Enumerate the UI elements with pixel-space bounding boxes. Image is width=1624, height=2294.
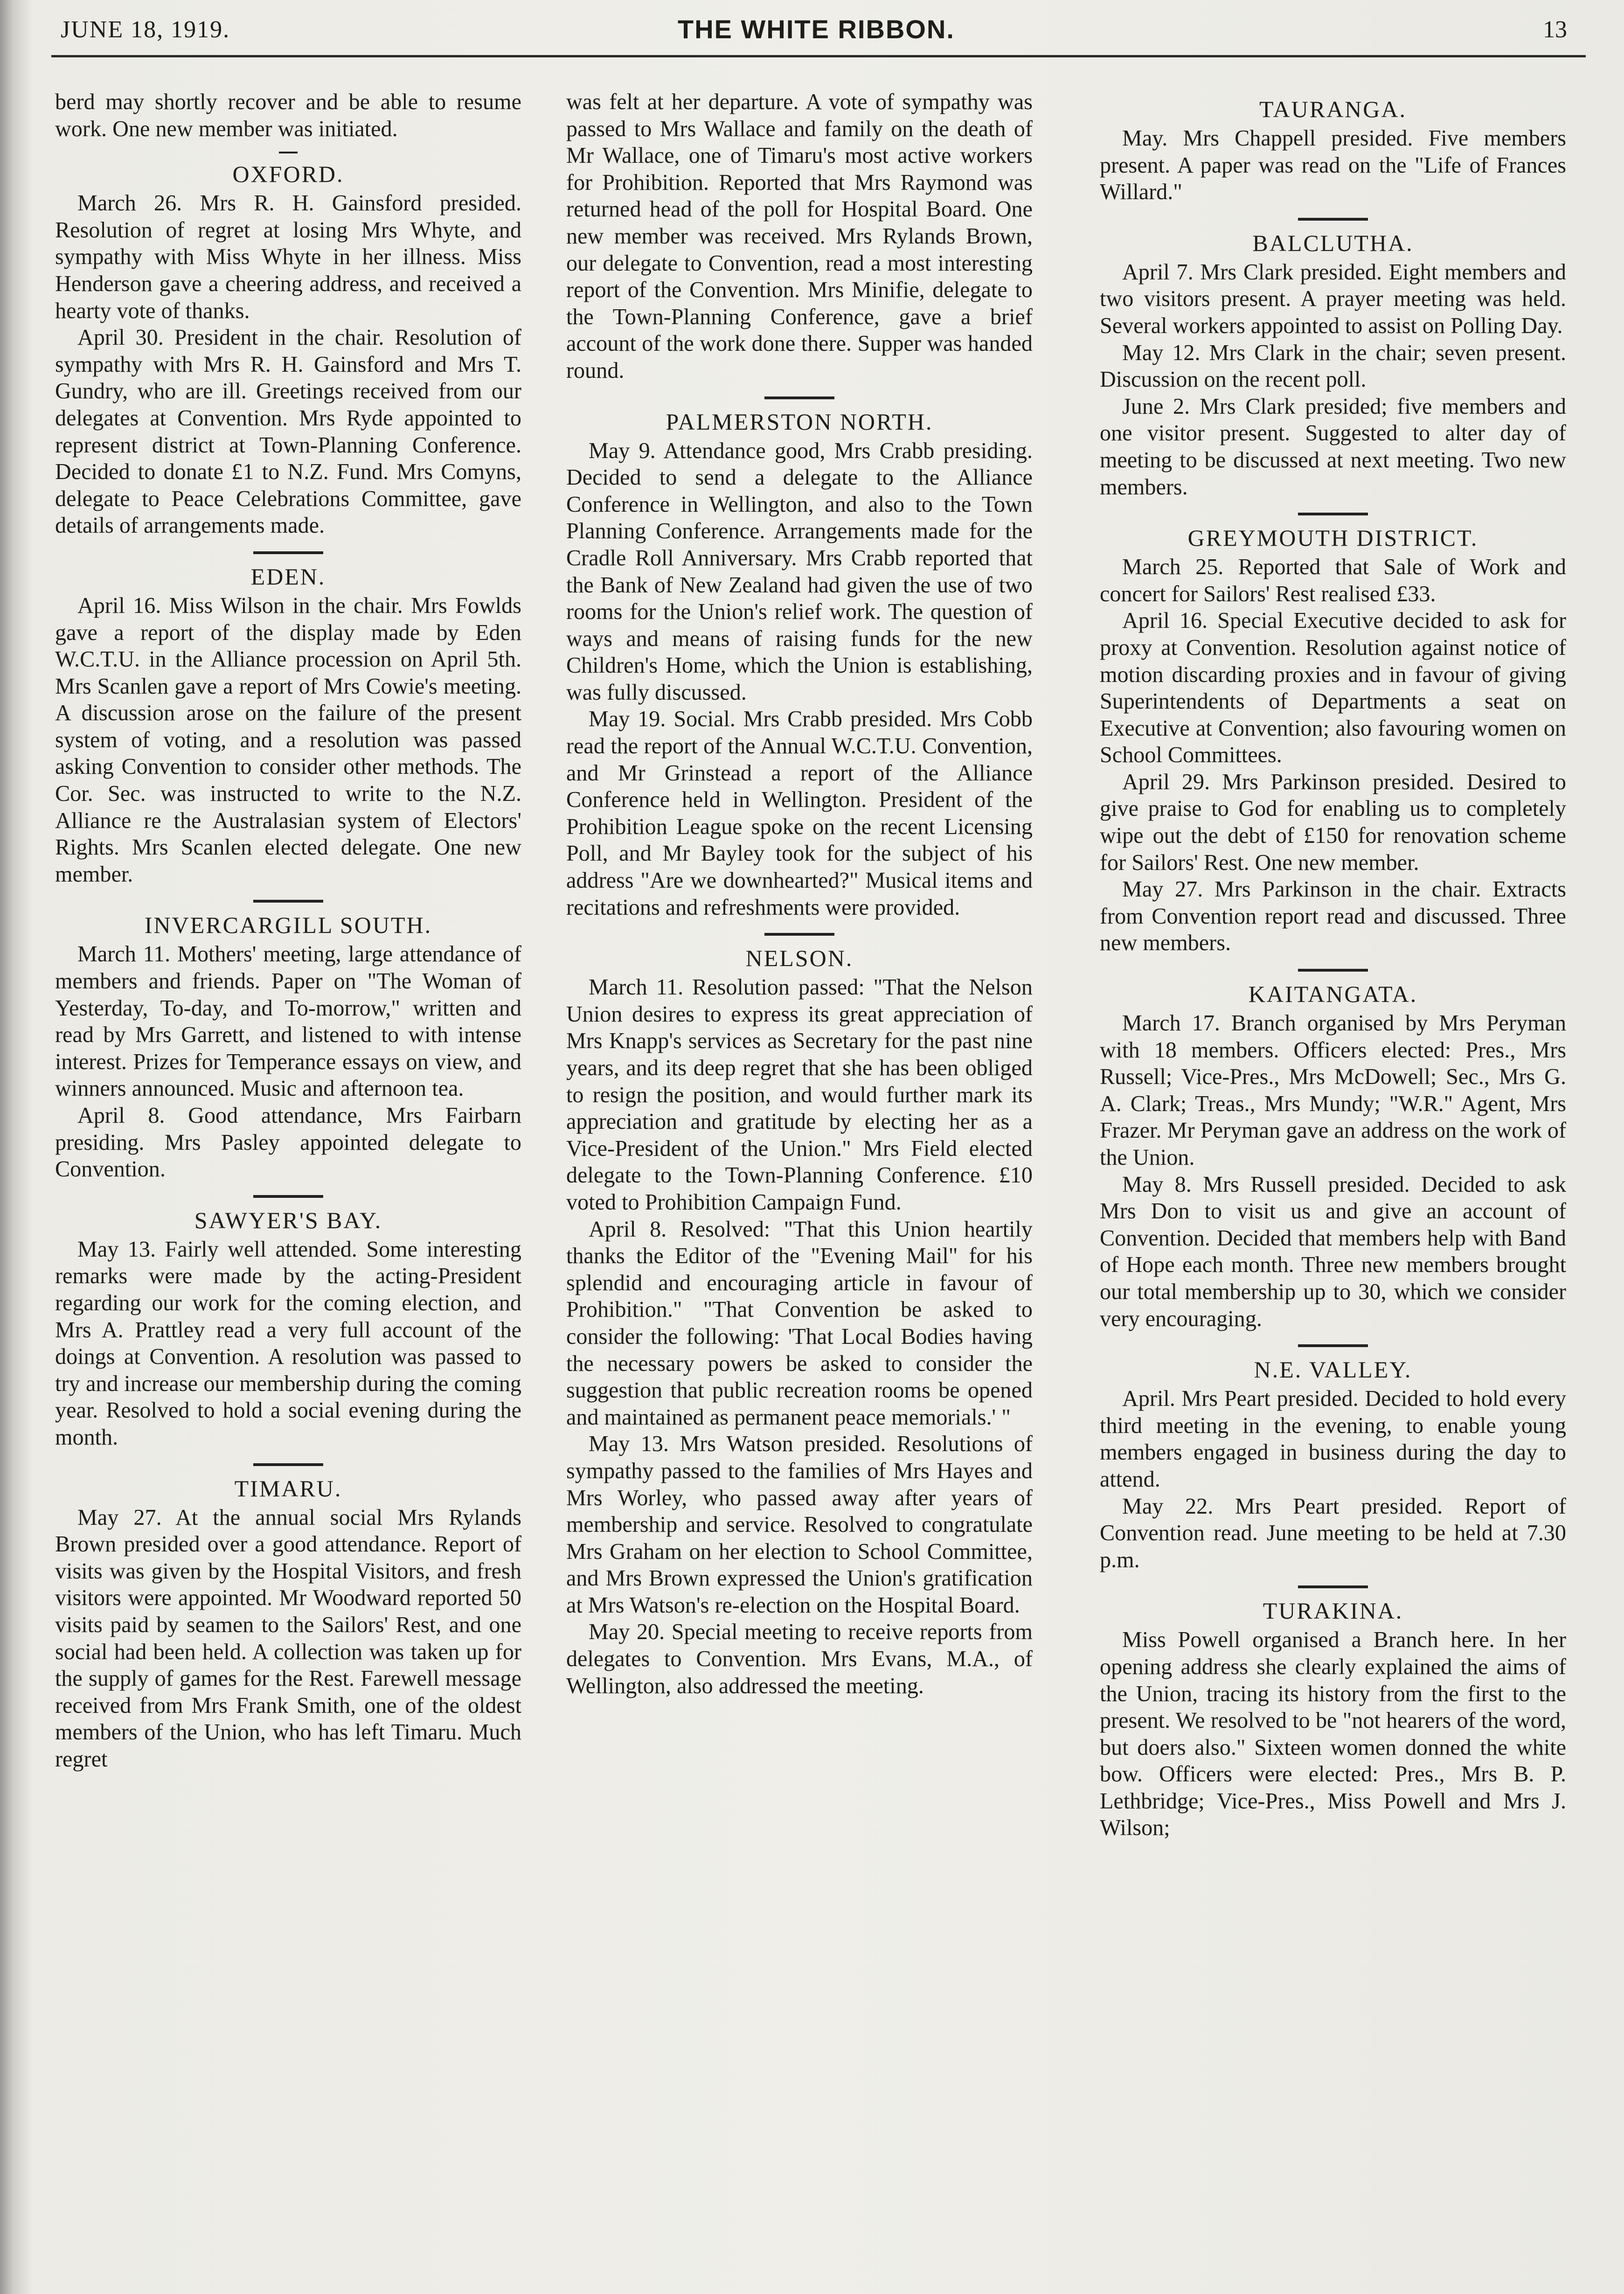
report-paragraph: April 16. Miss Wilson in the chair. Mrs Fowlds gave a report of the display made by Eden W.C.T.U. in the Alliance procession on April 5th. Mrs Scanlen gave a report of Mrs Cowie's meeting. A discussion arose on the failure of the present system of voting, and a resolution was passed asking Convention to consider other methods. The Cor. Sec. was instructed to write to the N.Z. Alliance re the Australasian system of Electors' Rights. Mrs Scanlen elected delegate. One new member. (55, 593, 521, 887)
section-heading: PALMERSTON NORTH. (666, 408, 933, 435)
publication-title: THE WHITE RIBBON. (678, 14, 955, 44)
report-paragraph: May 13. Fairly well attended. Some interesting remarks were made by the acting-President regarding our work for the coming election, and Mrs A. Prattley read a very full account of the doings at Convention. A resolution was passed to try and increase our membership during the coming year. Resolved to hold a social evening during the month. (55, 1237, 521, 1450)
section-divider (253, 1463, 323, 1466)
section-divider (764, 396, 834, 399)
report-paragraph: May. Mrs Chappell presided. Five members present. A paper was read on the "Life of Frances Willard." (1100, 126, 1566, 205)
report-paragraph: April 8. Good attendance, Mrs Fairbarn presiding. Mrs Pasley appointed delegate to Convention. (55, 1103, 521, 1182)
section-divider (1298, 969, 1368, 972)
report-paragraph: May 8. Mrs Russell presided. Decided to ask Mrs Don to visit us and give an account of Convention. Decided that members help with Band of Hope each month. Three new members brought our total membership up to 30, which we consider very encouraging. (1100, 1172, 1566, 1331)
section-heading: TAURANGA. (1259, 96, 1407, 122)
section-divider (1298, 1344, 1368, 1347)
report-paragraph: May 22. Mrs Peart presided. Report of Convention read. June meeting to be held at 7.30 p.m. (1100, 1494, 1566, 1572)
section-heading: OXFORD. (232, 161, 344, 188)
report-paragraph: March 26. Mrs R. H. Gainsford presided. Resolution of regret at losing Mrs Whyte, and sympathy with Miss Whyte in her illness. Miss Henderson gave a cheering address, and received a hearty vote of thanks. (55, 191, 521, 323)
section-divider (279, 152, 298, 153)
section-heading: NELSON. (745, 945, 854, 972)
report-paragraph: March 11. Mothers' meeting, large attendance of members and friends. Paper on "The Woman of Yesterday, To-day, and To-morrow," written and read by Mrs Garrett, and listened to with intense interest. Prizes for Temperance essays on view, and winners announced. Music and afternoon tea. (55, 942, 521, 1101)
issue-date: JUNE 18, 1919. (61, 16, 230, 43)
section-divider (253, 1195, 323, 1198)
section-heading: SAWYER'S BAY. (194, 1207, 382, 1233)
section-heading: KAITANGATA. (1248, 981, 1418, 1008)
report-paragraph: May 20. Special meeting to receive reports from delegates to Convention. Mrs Evans, M.A., of Wellington, also addressed the meeting. (566, 1620, 1033, 1698)
report-paragraph: March 25. Reported that Sale of Work and concert for Sailors' Rest realised £33. (1100, 555, 1566, 606)
report-paragraph: March 17. Branch organised by Mrs Peryman with 18 members. Officers elected: Pres., Mrs Russell; Vice-Pres., Mrs McDowell; Sec., Mrs G. A. Clark; Treas., Mrs Mundy; "W.R." Agent, Mrs Frazer. Mr Peryman gave an address on the work of the Union. (1100, 1011, 1566, 1170)
header-rule (51, 55, 1586, 57)
column-2 (566, 89, 1033, 2281)
report-paragraph: June 2. Mrs Clark presided; five members and one visitor present. Suggested to alter day of meeting to be discussed at next meeting. Two new members. (1100, 394, 1566, 500)
report-paragraph: April 7. Mrs Clark presided. Eight members and two visitors present. A prayer meeting was held. Several workers appointed to assist on Polling Day. (1100, 259, 1566, 338)
section-heading: INVERCARGILL SOUTH. (144, 912, 432, 938)
section-divider (253, 900, 323, 903)
report-paragraph: April 29. Mrs Parkinson presided. Desired to give praise to God for enabling us to completely wipe out the debt of £150 for renovation scheme for Sailors' Rest. One new member. (1100, 769, 1566, 875)
page-number: 13 (1543, 16, 1567, 43)
report-paragraph: April. Mrs Peart presided. Decided to hold every third meeting in the evening, to enable young members engaged in business during the day to attend. (1100, 1386, 1566, 1492)
report-paragraph: March 11. Resolution passed: "That the Nelson Union desires to express its great appreciation of Mrs Knapp's services as Secretary for the past nine years, and its deep regret that she has been obliged to resign the position, and would further mark its appreciation and gratitude by electing her as a Vice-President of the Union." Mrs Field elected delegate to the Town-Planning Conference. £10 voted to Prohibition Campaign Fund. (566, 975, 1033, 1215)
section-heading: BALCLUTHA. (1252, 229, 1414, 256)
section-heading: TURAKINA. (1263, 1598, 1403, 1624)
column-1 (55, 89, 521, 2281)
section-heading: N.E. VALLEY. (1254, 1356, 1412, 1383)
column-3 (1100, 89, 1566, 2281)
report-paragraph: was felt at her departure. A vote of sympathy was passed to Mrs Wallace and family on the death of Mr Wallace, one of Timaru's most active workers for Prohibition. Reported that Mrs Raymond was returned head of the poll for Hospital Board. One new member was received. Mrs Rylands Brown, our delegate to Convention, read a most interesting report of the Convention. Mrs Minifie, delegate to the Town-Planning Conference, gave a brief account of the work done there. Supper was handed round. (566, 90, 1033, 383)
report-paragraph: May 12. Mrs Clark in the chair; seven present. Discussion on the recent poll. (1100, 340, 1566, 392)
report-paragraph: April 16. Special Executive decided to ask for proxy at Convention. Resolution against notice of motion discarding proxies and in favour of giving Superintendents of Departments a seat on Executive at Convention; also favouring women on School Committees. (1100, 608, 1566, 768)
report-paragraph: May 9. Attendance good, Mrs Crabb presiding. Decided to send a delegate to the Alliance Conference in Wellington, and also to the Town Planning Conference. Arrangements made for the Cradle Roll Anniversary. Mrs Crabb reported that the Bank of New Zealand had given the use of two rooms for the Union's relief work. The question of ways and means of raising funds for the new Children's Home, which the Union is establishing, was fully discussed. (566, 438, 1033, 705)
report-paragraph: Miss Powell organised a Branch here. In her opening address she clearly explained the aims of the Union, tracing its history from the first to the present. We resolved to be "not hearers of the word, but doers also." Sixteen women donned the white bow. Officers were elected: Pres., Mrs B. P. Lethbridge; Vice-Pres., Miss Powell and Mrs J. Wilson; (1100, 1627, 1566, 1841)
report-paragraph: May 27. Mrs Parkinson in the chair. Extracts from Convention report read and discussed. Three new members. (1100, 877, 1566, 956)
section-heading: TIMARU. (234, 1475, 342, 1502)
section-divider (764, 933, 834, 936)
page-header (56, 12, 1576, 45)
section-divider (1298, 218, 1368, 221)
report-paragraph: April 30. President in the chair. Resolution of sympathy with Mrs R. H. Gainsford and Mrs T. Gundry, who are ill. Greetings received from our delegates at Convention. Mrs Ryde appointed to represent district at Town-Planning Conference. Decided to donate £1 to N.Z. Fund. Mrs Comyns, delegate to Peace Celebrations Committee, gave details of arrangements made. (55, 325, 521, 538)
section-heading: EDEN. (250, 563, 326, 590)
section-divider (1298, 513, 1368, 515)
report-paragraph: May 13. Mrs Watson presided. Resolutions of sympathy passed to the families of Mrs Hayes and Mrs Worley, who passed away after years of membership and service. Resolved to congratulate Mrs Graham on her election to School Committee, and Mrs Brown expressed the Union's gratification at Mrs Watson's re-election on the Hospital Board. (566, 1432, 1033, 1618)
report-paragraph: April 8. Resolved: "That this Union heartily thanks the Editor of the "Evening Mail" for his splendid and encouraging article in favour of Prohibition." "That Convention be asked to consider the following: 'That Local Bodies having the necessary powers be asked to consider the suggestion that public recreation rooms be opened and maintained as permanent peace memorials.' " (566, 1217, 1033, 1430)
section-divider (253, 551, 323, 554)
report-paragraph: May 19. Social. Mrs Crabb presided. Mrs Cobb read the report of the Annual W.C.T.U. Convention, and Mr Grinstead a report of the Alliance Conference held in Wellington. President of the Prohibition League spoke on the recent Licensing Poll, and Mr Bayley took for the subject of his address "Are we downhearted?" Musical items and recitations and refreshments were provided. (566, 707, 1033, 920)
report-paragraph: berd may shortly recover and be able to resume work. One new member was initiated. (55, 90, 521, 141)
report-paragraph: May 27. At the annual social Mrs Rylands Brown presided over a good attendance. Report of visits was given by the Hospital Visitors, and fresh visitors were appointed. Mr Woodward reported 50 visits paid by seamen to the Sailors' Rest, and one social had been held. A collection was taken up for the supply of games for the Rest. Farewell message received from Mrs Frank Smith, one of the oldest members of the Union, who has left Timaru. Much regret (55, 1505, 521, 1772)
section-heading: GREYMOUTH DISTRICT. (1187, 525, 1478, 551)
section-divider (1298, 1585, 1368, 1588)
